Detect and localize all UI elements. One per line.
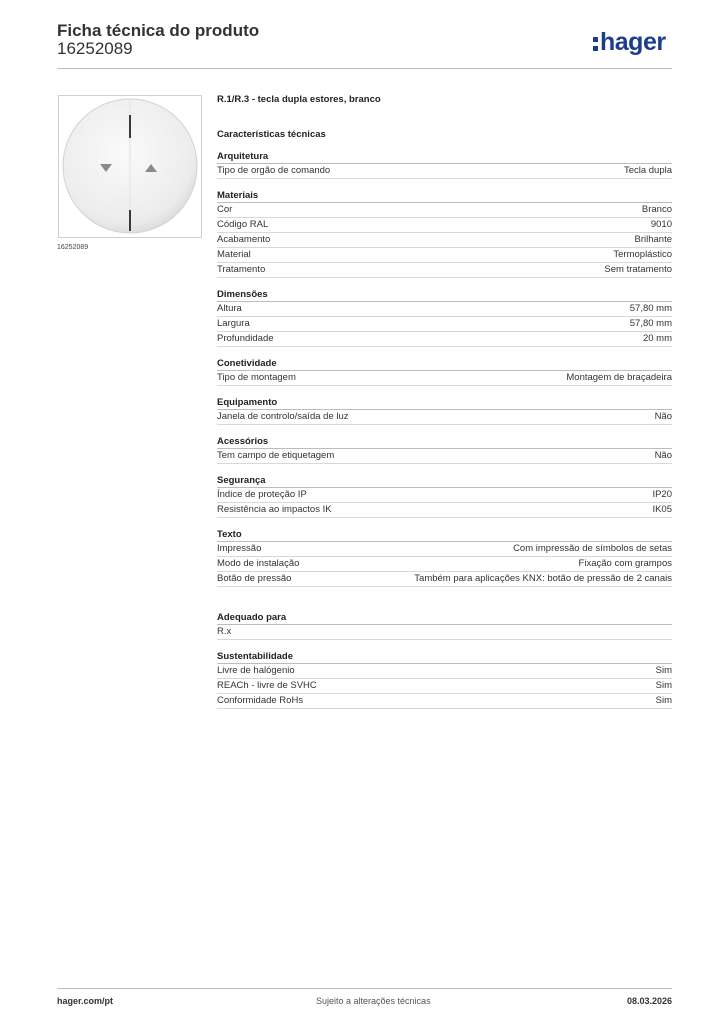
spec-value: Tecla dupla <box>623 165 672 176</box>
spec-row <box>217 503 672 518</box>
spec-value: Sim <box>655 665 672 676</box>
spec-group-title: Dimensões <box>217 288 672 302</box>
product-image-frame <box>58 95 202 238</box>
spec-row <box>217 233 672 248</box>
spec-value: 20 mm <box>642 333 672 344</box>
spec-label: Resistência ao impactos IK <box>217 504 332 515</box>
spec-label: Impressão <box>217 543 262 554</box>
spec-row <box>217 410 672 425</box>
spec-value: 57,80 mm <box>629 303 672 314</box>
spec-label: Tipo de montagem <box>217 372 296 383</box>
spec-group-title: Materiais <box>217 189 672 203</box>
spec-row <box>217 164 672 179</box>
spec-group <box>217 474 672 518</box>
spec-group <box>217 288 672 347</box>
logo-text: hager <box>600 28 666 56</box>
spec-value: Montagem de braçadeira <box>566 372 672 383</box>
spec-label: Janela de controlo/saída de luz <box>217 411 349 422</box>
spec-group-title: Sustentabilidade <box>217 650 672 664</box>
spec-value: Também para aplicações KNX: botão de pressão de 2 canais <box>414 573 672 584</box>
spec-label: Botão de pressão <box>217 573 292 584</box>
spec-row <box>217 488 672 503</box>
spec-label: Tem campo de etiquetagem <box>217 450 335 461</box>
spec-label: Código RAL <box>217 219 269 230</box>
spec-label: Cor <box>217 204 233 215</box>
spec-group-title: Arquitetura <box>217 150 672 164</box>
spec-value: Não <box>654 411 672 422</box>
spec-value: IK05 <box>652 504 672 515</box>
footer-date: 08.03.2026 <box>626 996 672 1006</box>
spec-row <box>217 694 672 709</box>
spec-group-title: Segurança <box>217 474 672 488</box>
spec-label: Livre de halógenio <box>217 665 295 676</box>
spec-group <box>217 435 672 464</box>
product-name: R.1/R.3 - tecla dupla estores, branco <box>217 94 381 105</box>
spec-label: Profundidade <box>217 333 274 344</box>
spec-value: Não <box>654 450 672 461</box>
spec-group <box>217 650 672 709</box>
spec-row <box>217 664 672 679</box>
spec-row <box>217 302 672 317</box>
logo-dots-icon <box>593 34 599 52</box>
footer-disclaimer: Sujeito a alterações técnicas <box>316 996 431 1006</box>
spec-value: Fixação com grampos <box>578 558 672 569</box>
spec-value: IP20 <box>652 489 672 500</box>
spec-value: Sim <box>655 695 672 706</box>
spec-label: Altura <box>217 303 242 314</box>
spec-label: R.x <box>217 626 232 637</box>
image-caption: 16252089 <box>57 244 89 251</box>
spec-value: Brilhante <box>634 234 672 245</box>
spec-row <box>217 248 672 263</box>
spec-groups-secondary <box>217 611 672 709</box>
spec-group-title: Adequado para <box>217 611 672 625</box>
spec-group-title: Acessórios <box>217 435 672 449</box>
footer-website[interactable]: hager.com/pt <box>57 996 114 1006</box>
spec-row <box>217 625 672 640</box>
spec-label: Tratamento <box>217 264 266 275</box>
hager-logo <box>593 28 666 56</box>
spec-group-title: Texto <box>217 528 672 542</box>
product-code: 16252089 <box>57 39 133 58</box>
spacer <box>217 597 672 611</box>
product-image <box>59 96 201 237</box>
spec-label: Acabamento <box>217 234 271 245</box>
spec-value: Branco <box>641 204 672 215</box>
spec-row <box>217 371 672 386</box>
spec-label: Índice de proteção IP <box>217 489 307 500</box>
spec-group <box>217 396 672 425</box>
spec-group-title: Equipamento <box>217 396 672 410</box>
spec-group <box>217 528 672 587</box>
spec-label: REACh - livre de SVHC <box>217 680 317 691</box>
spec-value: Sim <box>655 680 672 691</box>
spec-value: 57,80 mm <box>629 318 672 329</box>
spec-label: Largura <box>217 318 250 329</box>
spec-row <box>217 218 672 233</box>
spec-value: Termoplástico <box>613 249 672 260</box>
spec-row <box>217 317 672 332</box>
spec-label: Tipo de orgão de comando <box>217 165 331 176</box>
spec-content <box>217 93 672 719</box>
spec-group <box>217 611 672 640</box>
spec-group <box>217 150 672 179</box>
spec-row <box>217 332 672 347</box>
spec-value: 9010 <box>650 219 672 230</box>
header-divider <box>57 68 672 69</box>
section-heading: Características técnicas <box>217 129 326 140</box>
document-title: Ficha técnica do produto <box>57 21 260 40</box>
page-footer <box>57 994 672 1008</box>
spec-row <box>217 449 672 464</box>
spec-row <box>217 263 672 278</box>
spec-row <box>217 203 672 218</box>
spec-row <box>217 557 672 572</box>
spec-value: Sem tratamento <box>604 264 672 275</box>
spec-row <box>217 542 672 557</box>
spec-group-title: Conetividade <box>217 357 672 371</box>
spec-group <box>217 189 672 278</box>
spec-value: Com impressão de símbolos de setas <box>513 543 672 554</box>
spec-label: Conformidade RoHs <box>217 695 304 706</box>
spec-label: Modo de instalação <box>217 558 300 569</box>
spec-row <box>217 679 672 694</box>
spec-groups <box>217 150 672 587</box>
spec-group <box>217 357 672 386</box>
spec-row <box>217 572 672 587</box>
footer-divider <box>57 988 672 989</box>
spec-label: Material <box>217 249 251 260</box>
